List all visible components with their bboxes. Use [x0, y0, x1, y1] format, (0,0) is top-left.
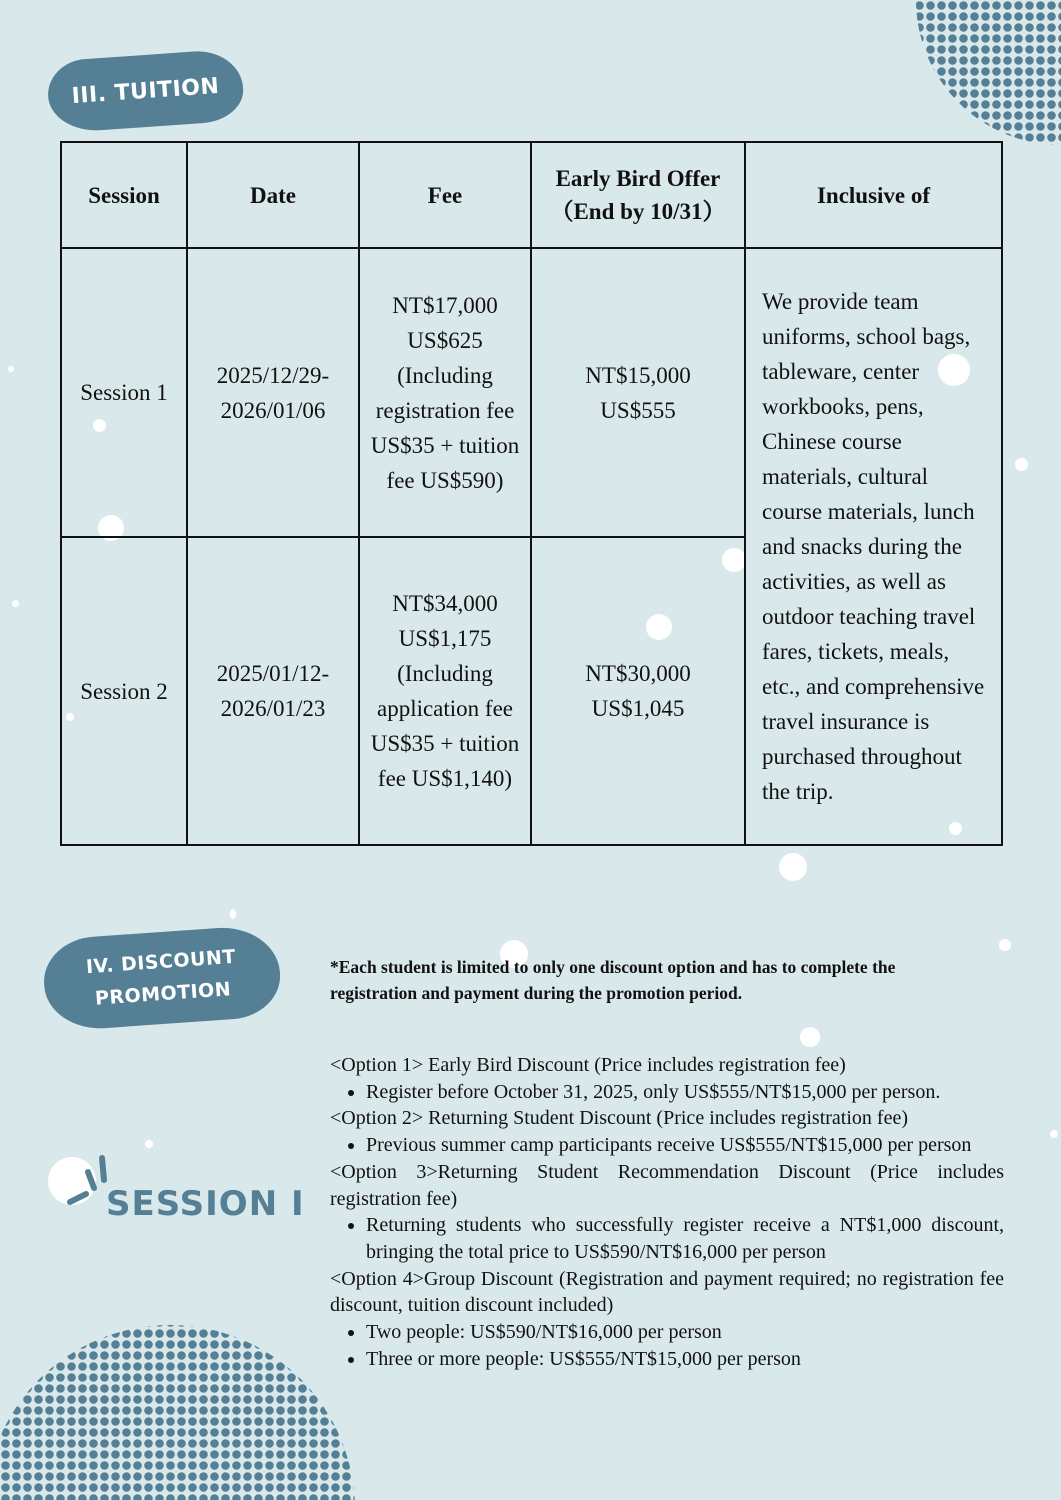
- decor-dot: [779, 853, 807, 881]
- discount-notice: *Each student is limited to only one discount option and has to complete the registration and payment during the promotion period.: [330, 957, 896, 1003]
- list-item: • Returning students who successfully register receive a NT$1,000 discount, bringing the total price to US$590/NT$16,000 per person: [366, 1212, 1004, 1265]
- list-item: • Three or more people: US$555/NT$15,000 per person: [366, 1346, 1004, 1373]
- list-item: • Previous summer camp participants receive US$555/NT$15,000 per person: [366, 1132, 1004, 1159]
- option-title: <Option 2> Returning Student Discount (Price includes registration fee): [330, 1107, 908, 1130]
- option-bullets: [330, 1079, 1004, 1106]
- decor-dot: [1015, 458, 1028, 471]
- option-bullets: [330, 1212, 1004, 1265]
- table-header-row: [61, 142, 1002, 248]
- discount-heading-line2: PROMOTION: [94, 978, 232, 1010]
- option-bullets: [330, 1319, 1004, 1372]
- header-date: Date: [187, 142, 359, 248]
- option-title: <Option 1> Early Bird Discount (Price includes registration fee): [330, 1054, 846, 1076]
- list-item: • Two people: US$590/NT$16,000 per person: [366, 1319, 1004, 1346]
- date-cell: 2025/12/29-2026/01/06: [187, 248, 359, 537]
- tuition-heading-badge: [46, 48, 246, 133]
- early-bird-cell: NT$30,000 US$1,045: [531, 537, 745, 845]
- option-title: <Option 4>Group Discount (Registration and payment required; no registration fee discount, tuition discount included): [330, 1267, 1004, 1317]
- option-title: <Option 3>Returning Student Recommendation Discount (Price includes registration fee): [330, 1160, 1004, 1210]
- fee-cell: NT$17,000 US$625 (Including registration fee US$35 + tuition fee US$590): [359, 248, 531, 537]
- session-cell: Session 2: [61, 537, 187, 845]
- decor-dot: [8, 366, 14, 372]
- decor-dot: [145, 1140, 153, 1148]
- tuition-heading: III. TUITION: [70, 73, 221, 109]
- session-cell: Session 1: [61, 248, 187, 537]
- discount-heading-line1: IV. DISCOUNT: [85, 945, 237, 979]
- decor-dot: [800, 1027, 820, 1047]
- tuition-table: [60, 141, 1003, 846]
- decor-dot: [999, 939, 1011, 951]
- header-inclusive: Inclusive of: [745, 142, 1002, 248]
- decor-dot: [1050, 1130, 1058, 1138]
- header-early-bird: Early Bird Offer （End by 10/31）: [531, 142, 745, 248]
- fee-cell: NT$34,000 US$1,175 (Including application fee US$35 + tuition fee US$1,140): [359, 537, 531, 845]
- header-fee: Fee: [359, 142, 531, 248]
- list-item: • Register before October 31, 2025, only US$555/NT$15,000 per person.: [366, 1079, 1004, 1106]
- session-label: SESSION I: [106, 1184, 305, 1224]
- date-cell: 2025/01/12-2026/01/23: [187, 537, 359, 845]
- halftone-dots-top-right: [870, 0, 1061, 150]
- early-bird-cell: NT$15,000 US$555: [531, 248, 745, 537]
- table-row: [61, 248, 1002, 537]
- halftone-dots-bottom-left: [0, 1295, 360, 1500]
- decor-dot: [230, 909, 236, 919]
- header-session: Session: [61, 142, 187, 248]
- discount-heading-badge: [41, 924, 283, 1032]
- sparkle-icon: [64, 1152, 112, 1208]
- inclusive-cell: We provide team uniforms, school bags, tableware, center workbooks, pens, Chinese course materials, cultural course materials, lunch and snacks during the activities, as well as outdoor teaching travel fares, tickets, meals, etc., and comprehensive travel insurance is purchased throughout the trip.: [745, 248, 1002, 845]
- decor-dot: [12, 600, 19, 607]
- discount-options: [330, 1052, 1004, 1372]
- option-bullets: [330, 1132, 1004, 1159]
